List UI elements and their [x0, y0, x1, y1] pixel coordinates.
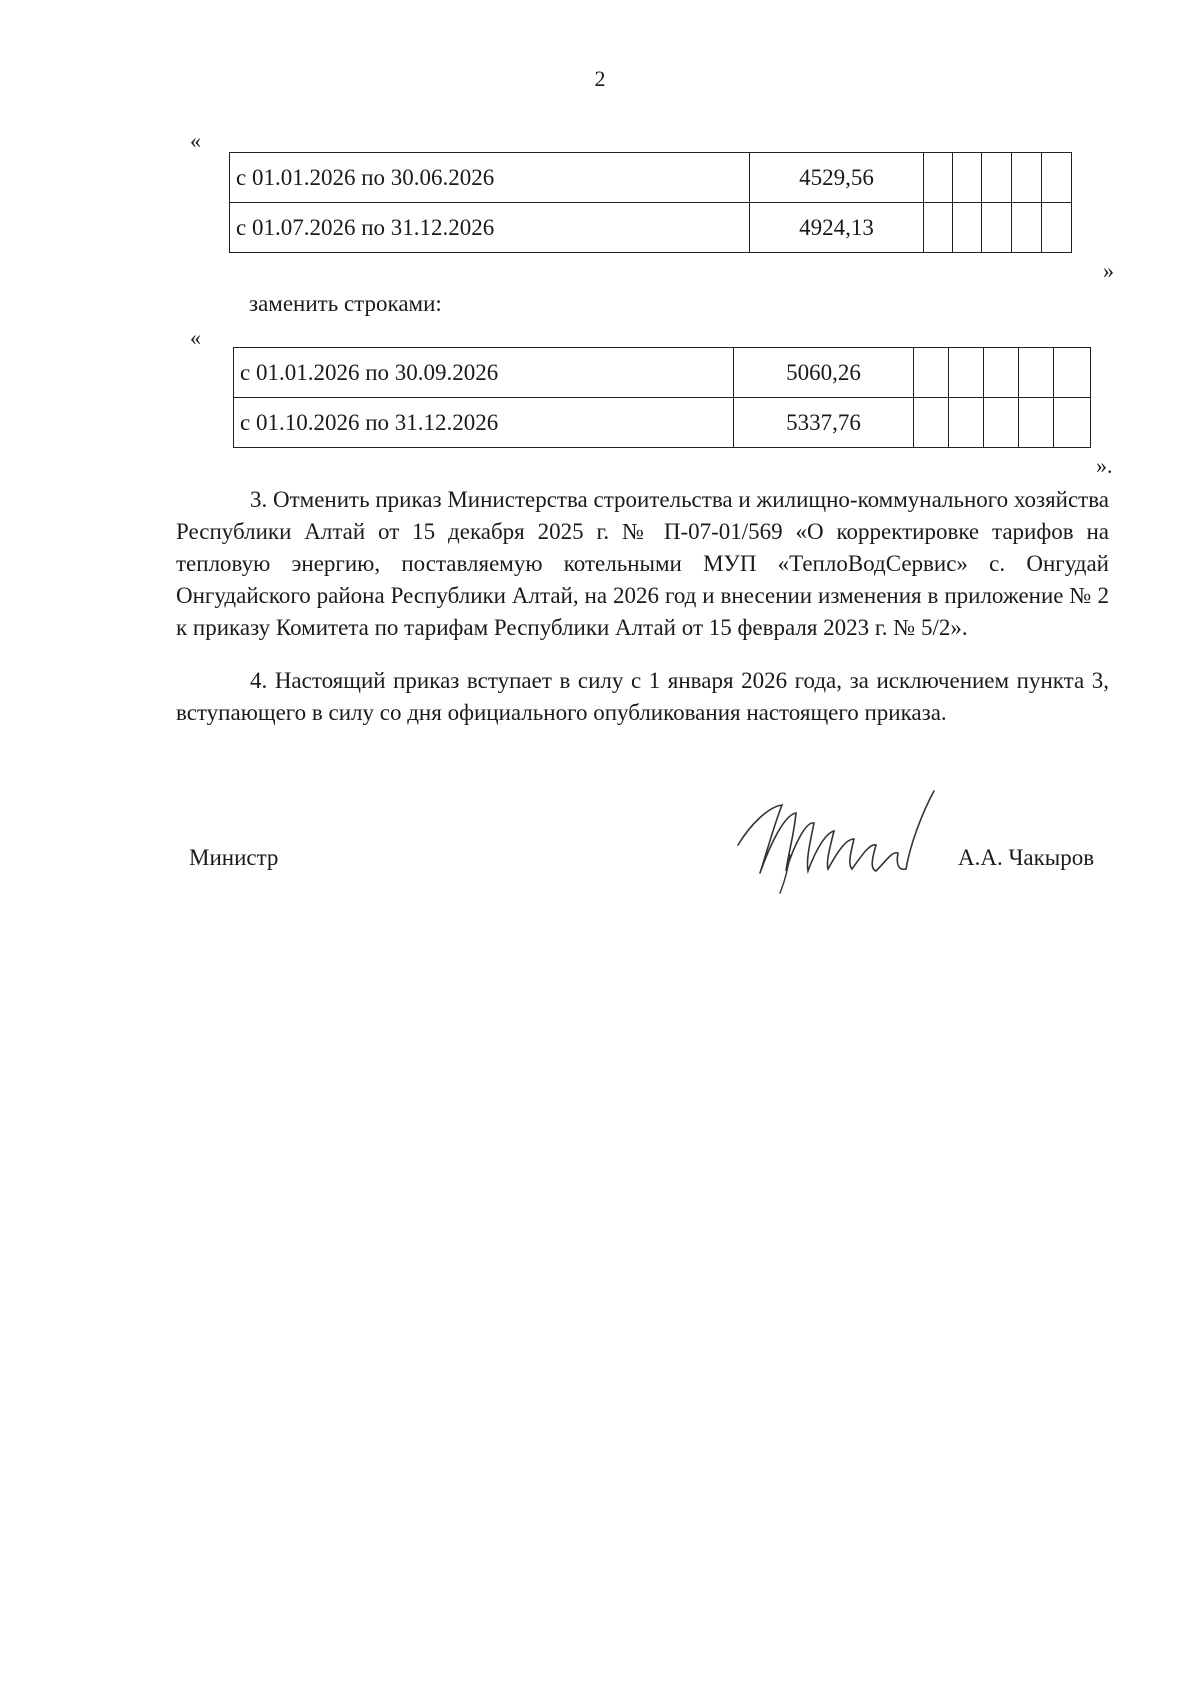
empty-cell: [949, 348, 984, 398]
empty-cell: [1019, 398, 1054, 448]
period-cell: с 01.07.2026 по 31.12.2026: [230, 203, 750, 253]
empty-cell: [1054, 398, 1091, 448]
page-number: 2: [594, 66, 606, 91]
empty-cell: [982, 203, 1012, 253]
empty-cell: [914, 398, 949, 448]
empty-cell: [984, 398, 1019, 448]
table-row: [234, 348, 1091, 398]
empty-cell: [953, 153, 982, 203]
empty-cell: [1019, 348, 1054, 398]
tariff-value-cell: 4924,13: [750, 203, 924, 253]
empty-cell: [953, 203, 982, 253]
period-cell: с 01.01.2026 по 30.09.2026: [234, 348, 734, 398]
table-row: [230, 203, 1072, 253]
signatory-title: Министр: [189, 845, 279, 870]
empty-cell: [984, 348, 1019, 398]
old-tariff-table: [229, 152, 1072, 253]
table-row: [230, 153, 1072, 203]
paragraph-3: 3. Отменить приказ Министерства строительства и жилищно-коммунального хозяйства Республики Алтай от 15 декабря 2025 г. № П-07-01/569 «О корректировке тарифов на тепловую энергию, поставляемую котельными МУП «ТеплоВодСервис» с. Онгудай Онгудайского района Республики Алтай, на 2026 год и внесении изменения в приложение № 2 к приказу Комитета по тарифам Республики Алтай от 15 февраля 2023 г. № 5/2».: [176, 487, 1109, 640]
empty-cell: [1012, 153, 1042, 203]
empty-cell: [1012, 203, 1042, 253]
empty-cell: [982, 153, 1012, 203]
open-quote-2: «: [190, 325, 201, 350]
tariff-value-cell: 5060,26: [734, 348, 914, 398]
close-quote-1: »: [1103, 258, 1114, 283]
empty-cell: [924, 203, 953, 253]
close-quote-2: ».: [1096, 453, 1113, 478]
empty-cell: [1042, 203, 1072, 253]
empty-cell: [924, 153, 953, 203]
tariff-value-cell: 4529,56: [750, 153, 924, 203]
new-tariff-table: [233, 347, 1091, 448]
handwritten-signature: [730, 785, 940, 895]
empty-cell: [949, 398, 984, 448]
signatory-name: А.А. Чакыров: [958, 845, 1095, 870]
replace-caption: заменить строками:: [249, 291, 442, 316]
empty-cell: [1042, 153, 1072, 203]
empty-cell: [1054, 348, 1091, 398]
table-row: [234, 398, 1091, 448]
open-quote-1: «: [190, 128, 201, 153]
tariff-value-cell: 5337,76: [734, 398, 914, 448]
period-cell: с 01.01.2026 по 30.06.2026: [230, 153, 750, 203]
empty-cell: [914, 348, 949, 398]
period-cell: с 01.10.2026 по 31.12.2026: [234, 398, 734, 448]
paragraph-4: 4. Настоящий приказ вступает в силу с 1 января 2026 года, за исключением пункта 3, вступающего в силу со дня официального опубликования настоящего приказа.: [176, 668, 1109, 725]
